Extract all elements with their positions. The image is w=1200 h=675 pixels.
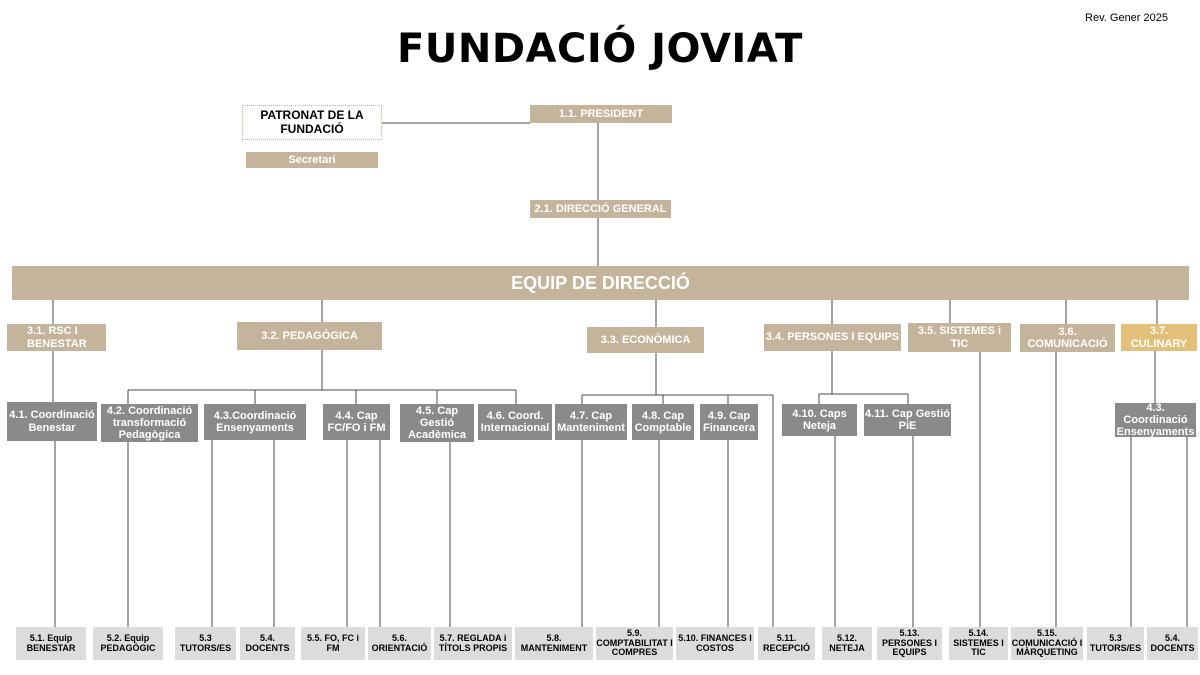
area-sistemes-tic: 3.5. SISTEMES i TIC <box>908 323 1011 352</box>
team-comptabilitat-compres: 5.9. COMPTABILITAT I COMPRES <box>596 627 673 660</box>
team-neteja: 5.12. NETEJA <box>822 627 872 660</box>
area-comunicacio: 3.6. COMUNICACIÓ <box>1020 324 1115 352</box>
coord-transformacio-pedagogica: 4.2. Coordinació transformació Pedagògica <box>101 404 198 442</box>
coord-ensenyaments: 4.3.Coordinació Ensenyaments <box>204 404 306 440</box>
team-recepcio: 5.11. RECEPCIÓ <box>758 627 815 660</box>
page-title: FUNDACIÓ JOVIAT <box>397 26 803 72</box>
team-sistemes-tic: 5.14. SISTEMES I TIC <box>949 627 1008 660</box>
team-manteniment: 5.8. MANTENIMENT <box>515 627 593 660</box>
coord-ensenyaments-culinary: 4.3. Coordinació Ensenyaments <box>1116 403 1195 437</box>
equip-direccio-box: EQUIP DE DIRECCIÓ <box>12 266 1189 300</box>
team-pedagogic: 5.2. Equip PEDAGÒGIC <box>93 627 163 660</box>
cap-fc-fo-fm: 4.4. Cap FC/FO i FM <box>323 404 390 440</box>
team-tutors: 5.3 TUTORS/ES <box>175 627 236 660</box>
area-pedagogica: 3.2. PEDAGÒGICA <box>237 322 382 350</box>
secretari-box: Secretari <box>246 152 378 168</box>
team-docents: 5.4. DOCENTS <box>240 627 295 660</box>
direccio-general-box: 2.1. DIRECCIÓ GENERAL <box>530 200 671 218</box>
president-box: 1.1. PRESIDENT <box>530 105 672 123</box>
team-docents-culinary: 5.4. DOCENTS <box>1147 627 1198 660</box>
team-orientacio: 5.6. ORIENTACIÓ <box>368 627 431 660</box>
team-persones-equips: 5.13. PERSONES I EQUIPS <box>877 627 942 660</box>
team-reglada-titols: 5.7. REGLADA i TÍTOLS PROPIS <box>434 627 512 660</box>
area-economica: 3.3. ECONÒMICA <box>587 327 704 353</box>
coord-internacional: 4.6. Coord. Internacional <box>478 404 552 440</box>
coord-benestar: 4.1. Coordinació Benestar <box>7 402 97 441</box>
caps-neteja: 4.10. Caps Neteja <box>782 404 857 436</box>
team-fo-fc-fm: 5.5. FO, FC i FM <box>301 627 365 660</box>
patronat-box: PATRONAT DE LA FUNDACIÓ <box>242 105 382 140</box>
cap-manteniment: 4.7. Cap Manteniment <box>555 404 627 440</box>
area-culinary: 3.7. CULINARY <box>1121 324 1197 351</box>
team-tutors-culinary: 5.3 TUTORS/ES <box>1087 627 1144 660</box>
cap-gestio-academica: 4.5. Cap Gestió Acadèmica <box>400 404 474 442</box>
area-rsc-benestar: 3.1. RSC I BENESTAR <box>7 324 106 351</box>
cap-financera: 4.9. Cap Financera <box>700 404 758 440</box>
cap-gestio-pie: 4.11. Cap Gestió PiE <box>864 404 951 436</box>
revision-label: Rev. Gener 2025 <box>1085 12 1168 24</box>
area-persones-equips: 3.4. PERSONES I EQUIPS <box>764 324 901 351</box>
team-benestar: 5.1. Equip BENESTAR <box>16 627 86 660</box>
team-comunicacio-marqueting: 5.15. COMUNICACIÓ I MÀRQUETING <box>1011 627 1083 660</box>
cap-comptable: 4.8. Cap Comptable <box>632 404 694 440</box>
team-finances-costos: 5.10. FINANCES I COSTOS <box>676 627 754 660</box>
